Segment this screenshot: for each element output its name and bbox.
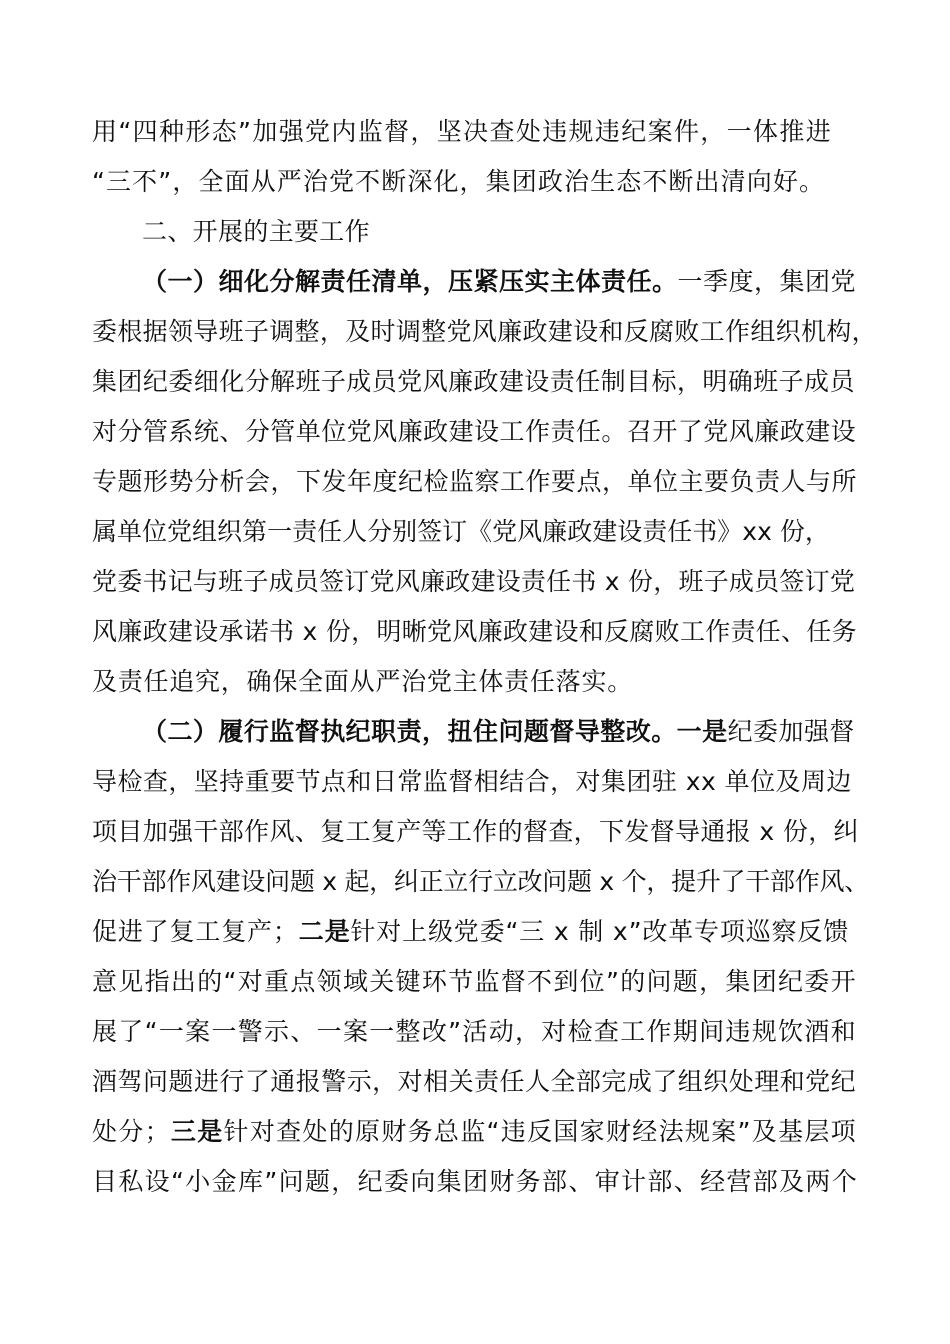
text-segment: 促进了复工复产；	[92, 917, 299, 946]
text-segment: 针对上级党委“三 x 制 x”改革专项巡察反馈	[350, 917, 850, 946]
text-segment: “三不”，全面从严治党不断深化，集团政治生态不断出清向好。	[92, 167, 826, 196]
text-segment: 一季度，集团党	[677, 267, 857, 296]
bold-text: 三是	[170, 1117, 224, 1146]
text-segment: 用“四种形态”加强党内监督，坚决查处违规违纪案件，一体推进	[92, 117, 833, 146]
paragraph-line	[92, 1112, 950, 1152]
text-segment: 意见指出的“对重点领域关键环节监督不到位”的问题，集团纪委开	[92, 967, 857, 996]
bold-text: （二）履行监督执纪职责，扭住问题督导整改。	[142, 717, 677, 746]
paragraph-line	[92, 762, 950, 802]
paragraph-line	[92, 1012, 950, 1052]
paragraph-line	[92, 612, 950, 652]
text-segment: 处分；	[92, 1117, 171, 1146]
paragraph-line	[142, 212, 950, 252]
paragraph-line	[142, 712, 950, 752]
text-segment: 展了“一案一警示、一案一整改”活动，对检查工作期间违规饮酒和	[92, 1017, 857, 1046]
text-segment: 针对查处的原财务总监“违反国家财经法规案”及基层项	[223, 1117, 857, 1146]
paragraph-line	[92, 412, 950, 452]
paragraph-line	[92, 1062, 950, 1102]
paragraph-line	[142, 262, 950, 302]
text-segment: 党委书记与班子成员签订党风廉政建设责任书 x 份，班子成员签订党	[92, 567, 856, 596]
text-segment: 酒驾问题进行了通报警示，对相关责任人全部完成了组织处理和党纪	[92, 1067, 857, 1096]
text-segment: 二、开展的主要工作	[142, 217, 370, 246]
paragraph-line	[92, 862, 950, 902]
paragraph-line	[92, 962, 950, 1002]
bold-text: 一是	[676, 717, 728, 746]
text-segment: 专题形势分析会，下发年度纪检监察工作要点，单位主要负责人与所	[92, 467, 858, 496]
text-segment: 治干部作风建设问题 x 起，纠正立行立改问题 x 个，提升了干部作风、	[92, 867, 869, 896]
text-segment: 属单位党组织第一责任人分别签订《党风廉政建设责任书》xx 份，	[92, 517, 830, 546]
paragraph-line	[92, 162, 950, 202]
paragraph-line	[92, 312, 950, 352]
paragraph-line	[92, 812, 950, 852]
paragraph-line	[92, 112, 950, 152]
text-segment: 委根据领导班子调整，及时调整党风廉政建设和反腐败工作组织机构，	[92, 317, 877, 346]
paragraph-line	[92, 512, 950, 552]
text-segment: 对分管系统、分管单位党风廉政建设工作责任。召开了党风廉政建设	[92, 417, 857, 446]
text-segment: 纪委加强督	[727, 717, 855, 746]
text-segment: 目私设“小金库”问题，纪委向集团财务部、审计部、经营部及两个	[92, 1167, 859, 1196]
paragraph-line	[92, 912, 950, 952]
text-segment: 导检查，坚持重要节点和日常监督相结合，对集团驻 xx 单位及周边	[92, 767, 852, 796]
text-segment: 风廉政建设承诺书 x 份，明晰党风廉政建设和反腐败工作责任、任务	[92, 617, 857, 646]
paragraph-line	[92, 462, 950, 502]
paragraph-line	[92, 562, 950, 602]
paragraph-line	[92, 1162, 950, 1202]
paragraph-line	[92, 662, 950, 702]
bold-text: 二是	[298, 917, 351, 946]
paragraph-line	[92, 362, 950, 402]
text-segment: 集团纪委细化分解班子成员党风廉政建设责任制目标，明确班子成员	[92, 367, 855, 396]
text-segment: 及责任追究，确保全面从严治党主体责任落实。	[92, 667, 633, 696]
bold-text: （一）细化分解责任清单，压紧压实主体责任。	[142, 267, 678, 296]
text-segment: 项目加强干部作风、复工复产等工作的督查，下发督导通报 x 份，纠	[92, 817, 859, 846]
